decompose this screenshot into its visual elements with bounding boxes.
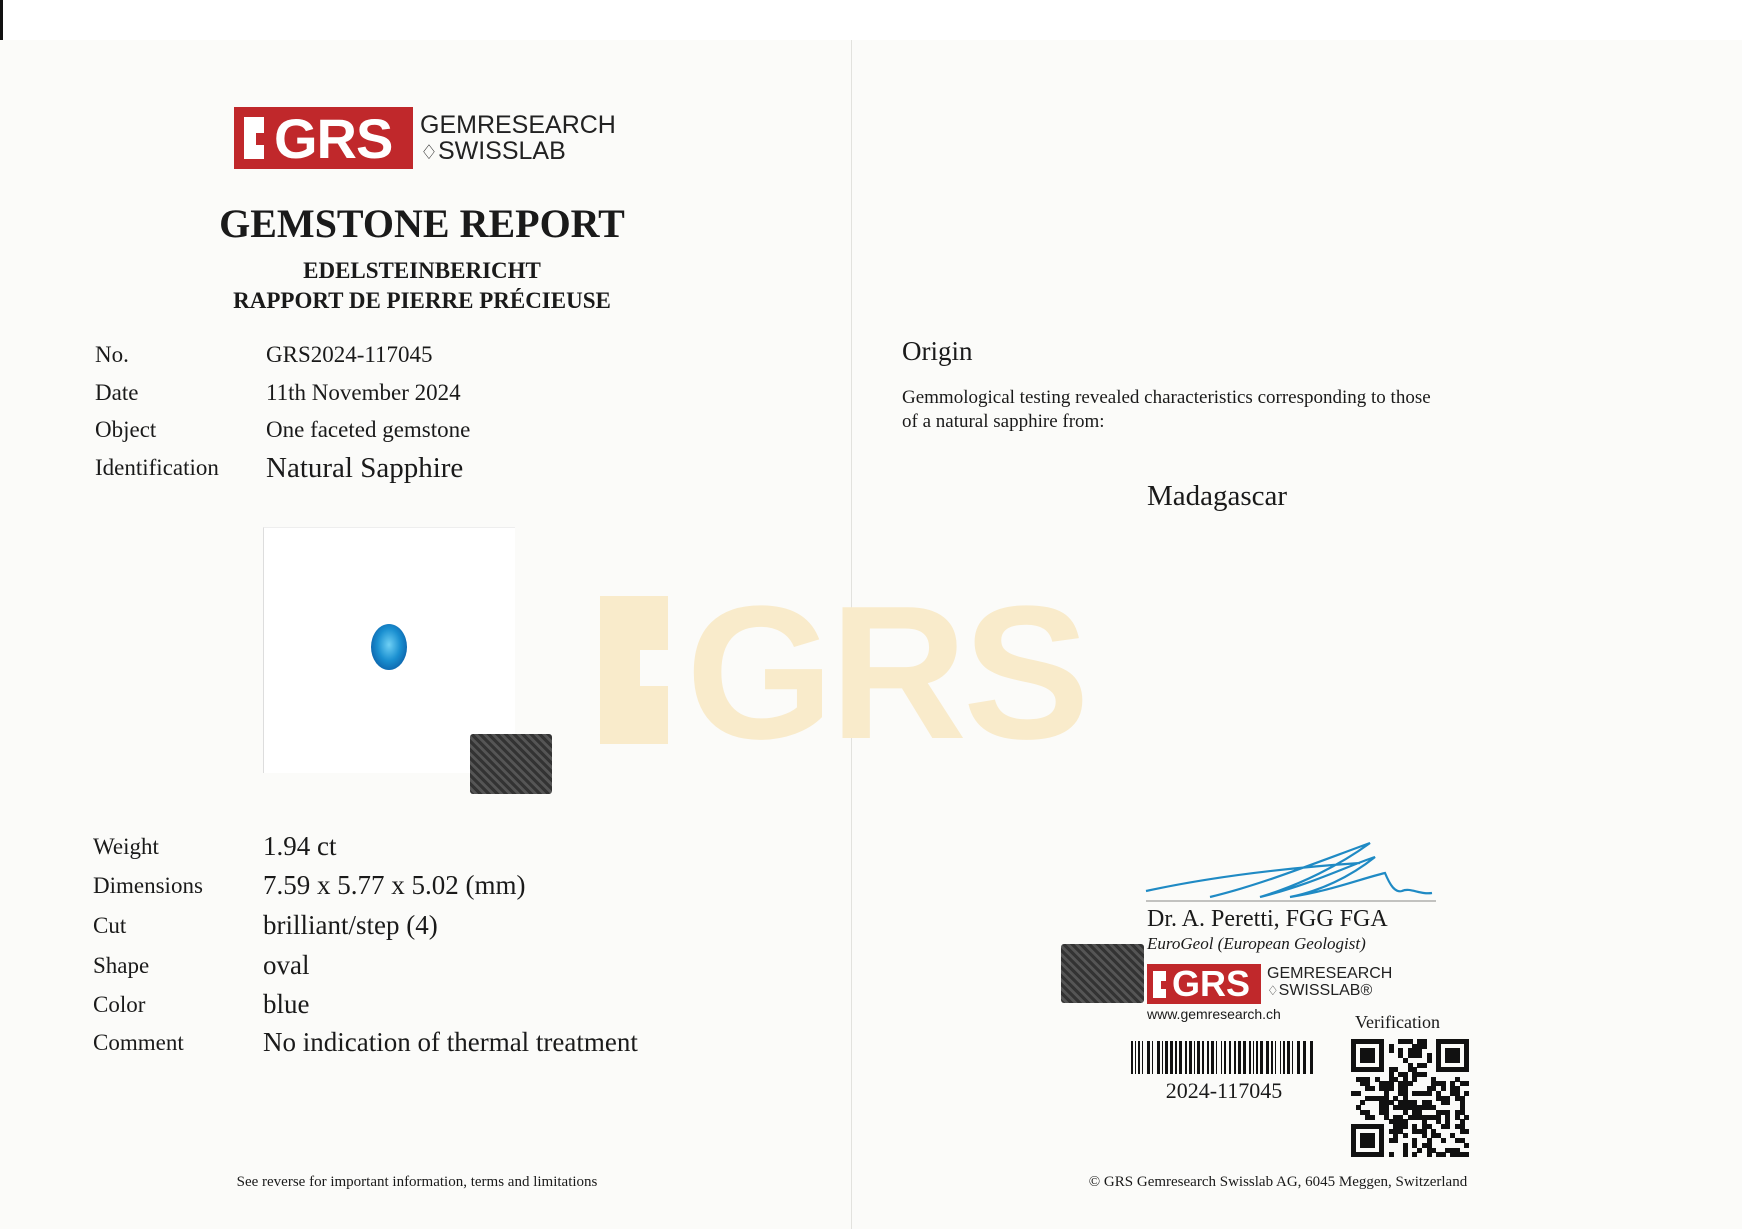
- qr-module: [1403, 1152, 1408, 1157]
- barcode-bar: [1138, 1041, 1140, 1074]
- qr-module: [1370, 1086, 1375, 1091]
- barcode-bar: [1292, 1041, 1294, 1074]
- qr-module: [1370, 1143, 1375, 1148]
- barcode-bar: [1170, 1041, 1173, 1074]
- barcode-bar: [1157, 1041, 1160, 1074]
- label-object: Object: [95, 417, 157, 442]
- barcode-bar: [1179, 1041, 1182, 1074]
- qr-module: [1441, 1086, 1446, 1091]
- label-weight: Weight: [93, 834, 159, 859]
- qr-module: [1412, 1152, 1417, 1157]
- footer-copyright: © GRS Gemresearch Swisslab AG, 6045 Meggen, Switzerland: [1088, 1174, 1468, 1190]
- label-date: Date: [95, 380, 139, 405]
- label-shape: Shape: [93, 953, 150, 978]
- value-identification: Natural Sapphire: [266, 452, 464, 484]
- value-object: One faceted gemstone: [266, 417, 471, 442]
- label-no: No.: [95, 342, 129, 367]
- barcode: [1131, 1041, 1317, 1074]
- qr-module: [1427, 1058, 1432, 1063]
- barcode-bar: [1243, 1041, 1246, 1074]
- origin-text-line2: of a natural sapphire from:: [902, 411, 1105, 432]
- barcode-bar: [1211, 1041, 1214, 1074]
- origin-country: Madagascar: [1146, 480, 1288, 512]
- qr-module: [1403, 1133, 1408, 1138]
- barcode-bar: [1142, 1041, 1144, 1074]
- logo-brand: GRS: [274, 106, 393, 170]
- qr-module: [1389, 1152, 1394, 1157]
- qr-module: [1441, 1138, 1446, 1143]
- logo-line1: GEMRESEARCH: [420, 111, 616, 139]
- qr-module: [1417, 1053, 1422, 1058]
- hologram-sticker-2: [1061, 944, 1144, 1003]
- value-comment: No indication of thermal treatment: [263, 1027, 638, 1057]
- barcode-bar: [1297, 1041, 1300, 1074]
- logo-brand-small: GRS: [1172, 963, 1251, 1004]
- value-color: blue: [263, 989, 310, 1019]
- barcode-bar: [1249, 1041, 1251, 1074]
- report-subtitle-de: EDELSTEINBERICHT: [303, 258, 541, 283]
- qr-module: [1427, 1152, 1432, 1157]
- diamond-icon: ♢: [420, 142, 438, 165]
- value-date: 11th November 2024: [266, 380, 461, 405]
- qr-module: [1422, 1072, 1427, 1077]
- barcode-bar: [1175, 1041, 1177, 1074]
- label-dimensions: Dimensions: [93, 873, 203, 898]
- hologram-sticker: [470, 734, 552, 794]
- barcode-bar: [1253, 1041, 1255, 1074]
- barcode-bar: [1189, 1041, 1192, 1074]
- qr-module: [1389, 1048, 1394, 1053]
- signatory-name: Dr. A. Peretti, FGG FGA: [1147, 906, 1388, 932]
- origin-text-line1: Gemmological testing revealed characteristics corresponding to those: [902, 387, 1431, 408]
- qr-module: [1464, 1152, 1469, 1157]
- qr-module: [1455, 1058, 1460, 1063]
- value-no: GRS2024-117045: [266, 342, 433, 367]
- barcode-bar: [1287, 1041, 1290, 1074]
- barcode-bar: [1221, 1041, 1223, 1074]
- value-weight: 1.94 ct: [263, 831, 337, 861]
- barcode-bar: [1280, 1041, 1282, 1074]
- barcode-number: 2024-117045: [1165, 1078, 1283, 1103]
- barcode-bar: [1152, 1041, 1154, 1074]
- barcode-bar: [1229, 1041, 1231, 1074]
- grs-logo-small: [1147, 964, 1261, 1004]
- barcode-bar: [1162, 1041, 1164, 1074]
- label-cut: Cut: [93, 913, 127, 938]
- origin-heading: Origin: [902, 336, 973, 366]
- qr-module: [1370, 1058, 1375, 1063]
- qr-module: [1408, 1081, 1413, 1086]
- footer-disclaimer: See reverse for important information, terms and limitations: [236, 1174, 598, 1190]
- report-subtitle-fr: RAPPORT DE PIERRE PRÉCIEUSE: [233, 288, 611, 313]
- barcode-bar: [1275, 1041, 1277, 1074]
- logo-line2-row: [420, 138, 616, 164]
- report-title: GEMSTONE REPORT: [219, 201, 625, 246]
- qr-module: [1360, 1100, 1365, 1105]
- barcode-bar: [1234, 1041, 1236, 1074]
- signatory-title: EuroGeol (European Geologist): [1147, 934, 1366, 953]
- qr-module: [1393, 1138, 1398, 1143]
- barcode-bar: [1303, 1041, 1306, 1074]
- logo-line2: SWISSLAB: [437, 137, 566, 166]
- barcode-bar: [1271, 1041, 1273, 1074]
- logo-small-line1: GEMRESEARCH: [1267, 965, 1393, 982]
- barcode-bar: [1185, 1041, 1187, 1074]
- barcode-bar: [1194, 1041, 1196, 1074]
- qr-module: [1379, 1152, 1384, 1157]
- qr-module: [1422, 1063, 1427, 1068]
- qr-module: [1427, 1091, 1432, 1096]
- value-shape: oval: [263, 950, 310, 980]
- qr-module: [1445, 1100, 1450, 1105]
- barcode-bar: [1197, 1041, 1200, 1074]
- qr-module: [1403, 1124, 1408, 1129]
- barcode-bar: [1238, 1041, 1241, 1074]
- barcode-bar: [1207, 1041, 1209, 1074]
- label-color: Color: [93, 992, 146, 1017]
- qr-module: [1412, 1077, 1417, 1082]
- barcode-bar: [1224, 1041, 1226, 1074]
- qr-module: [1356, 1091, 1361, 1096]
- diamond-icon: ♢: [1267, 982, 1279, 998]
- qr-module: [1464, 1115, 1469, 1120]
- qr-module: [1464, 1129, 1469, 1134]
- barcode-bar: [1283, 1041, 1285, 1074]
- signature: [1140, 835, 1440, 907]
- value-dimensions: 7.59 x 5.77 x 5.02 (mm): [263, 870, 526, 900]
- qr-module: [1464, 1067, 1469, 1072]
- barcode-bar: [1216, 1041, 1218, 1074]
- qr-module: [1422, 1044, 1427, 1049]
- barcode-bar: [1266, 1041, 1269, 1074]
- qr-module: [1464, 1091, 1469, 1096]
- qr-module: [1417, 1148, 1422, 1153]
- verification-label: Verification: [1355, 1012, 1440, 1032]
- watermark-text: GRS: [686, 567, 1086, 779]
- sapphire-image: [371, 624, 407, 670]
- scan-edge-mark: [0, 0, 3, 40]
- logo-wordmark-small: [1267, 966, 1392, 1000]
- qr-module: [1464, 1081, 1469, 1086]
- website-link[interactable]: www.gemresearch.ch: [1147, 1006, 1281, 1022]
- barcode-bar: [1135, 1041, 1137, 1074]
- logo-small-line2: SWISSLAB®: [1278, 981, 1373, 999]
- verification-qr-code[interactable]: [1351, 1039, 1469, 1156]
- barcode-bar: [1310, 1041, 1313, 1074]
- barcode-bar: [1260, 1041, 1263, 1074]
- qr-module: [1389, 1086, 1394, 1091]
- qr-module: [1441, 1152, 1446, 1157]
- qr-module: [1445, 1124, 1450, 1129]
- barcode-bar: [1256, 1041, 1258, 1074]
- qr-module: [1379, 1067, 1384, 1072]
- qr-module: [1370, 1115, 1375, 1120]
- value-cut: brilliant/step (4): [263, 910, 438, 940]
- qr-module: [1464, 1143, 1469, 1148]
- grs-watermark: [600, 567, 1086, 779]
- barcode-bar: [1147, 1041, 1150, 1074]
- barcode-bar: [1131, 1041, 1133, 1074]
- barcode-bar: [1202, 1041, 1204, 1074]
- label-comment: Comment: [93, 1030, 184, 1055]
- label-identification: Identification: [95, 455, 219, 480]
- barcode-bar: [1165, 1041, 1168, 1074]
- logo-wordmark: [420, 112, 616, 165]
- grs-logo: [234, 107, 413, 169]
